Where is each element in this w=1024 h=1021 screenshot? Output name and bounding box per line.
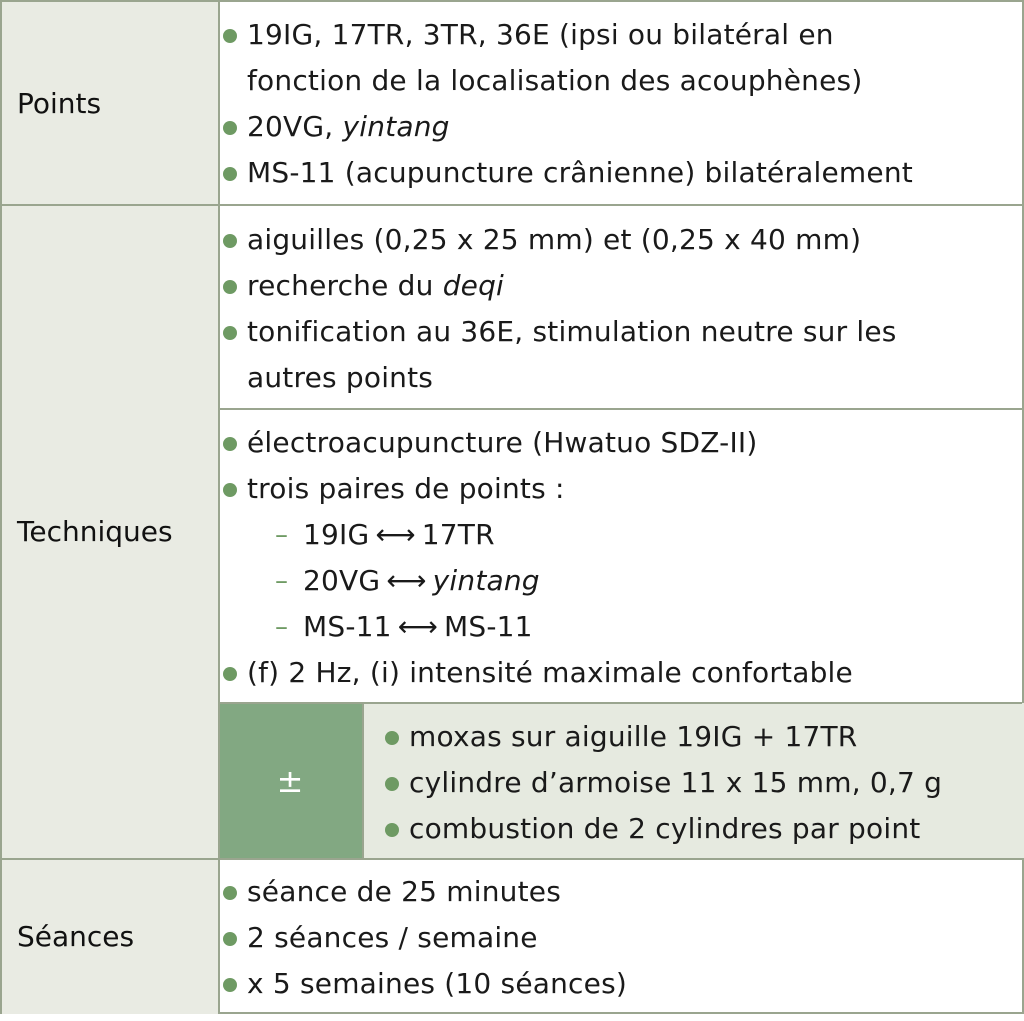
row-label-points xyxy=(2,2,218,204)
row-divider xyxy=(2,858,1022,860)
bullet-icon xyxy=(223,234,237,248)
bullet-icon xyxy=(385,731,399,745)
double-arrow-icon: ⟷ xyxy=(397,610,439,643)
list-item: 20VG, yintang xyxy=(220,104,1020,150)
column-divider xyxy=(218,2,220,1014)
techniques-label: Techniques xyxy=(17,514,173,548)
list-item: (f) 2 Hz, (i) intensité maximale confortable xyxy=(220,650,1020,696)
list-item: 19IG, 17TR, 3TR, 36E (ipsi ou bilatéral en fonction de la localisation des acouphènes) xyxy=(220,12,1020,104)
double-arrow-icon: ⟷ xyxy=(386,564,427,597)
list-item: aiguilles (0,25 x 25 mm) et (0,25 x 40 mm) xyxy=(220,217,1020,263)
electro-content xyxy=(220,420,1020,696)
point-pair: – 19IG ⟷ 17TR xyxy=(220,512,1020,558)
list-item: moxas sur aiguille 19IG + 17TR xyxy=(382,714,1024,760)
bullet-icon xyxy=(223,886,237,900)
bullet-icon xyxy=(223,483,237,497)
list-item: tonification au 36E, stimulation neutre sur les autres points xyxy=(220,309,1020,401)
bullet-icon xyxy=(385,777,399,791)
plus-minus-icon: ± xyxy=(276,761,304,800)
point-pair: – 20VG ⟷ yintang xyxy=(220,558,1020,604)
list-item: cylindre d’armoise 11 x 15 mm, 0,7 g xyxy=(382,760,1024,806)
list-item: séance de 25 minutes xyxy=(220,869,1020,915)
bullet-icon xyxy=(385,823,399,837)
row-label-techniques xyxy=(2,204,218,858)
row-label-seances xyxy=(2,858,218,1014)
dash-icon: – xyxy=(275,612,289,642)
list-item: 2 séances / semaine xyxy=(220,915,1020,961)
double-arrow-icon: ⟷ xyxy=(375,518,416,551)
row-divider xyxy=(2,204,1022,206)
list-item: x 5 semaines (10 séances) xyxy=(220,961,1020,1007)
bullet-icon xyxy=(223,667,237,681)
list-item: trois paires de points : xyxy=(220,466,1020,512)
seances-content xyxy=(220,869,1020,1007)
bullet-icon xyxy=(223,29,237,43)
bullet-icon xyxy=(223,167,237,181)
column-divider xyxy=(362,702,364,858)
dash-icon: – xyxy=(275,566,289,596)
needles-content xyxy=(220,217,1020,401)
bullet-icon xyxy=(223,326,237,340)
row-divider xyxy=(218,408,1022,410)
moxa-content xyxy=(364,703,1024,858)
row-divider xyxy=(218,702,1022,704)
bullet-icon xyxy=(223,978,237,992)
points-label: Points xyxy=(17,86,102,120)
list-item: MS-11 (acupuncture crânienne) bilatéralement xyxy=(220,150,1020,196)
point-pair: – MS-11 ⟷ MS-11 xyxy=(220,604,1020,650)
bullet-icon xyxy=(223,932,237,946)
seances-label: Séances xyxy=(17,919,135,953)
list-item: électroacupuncture (Hwatuo SDZ-II) xyxy=(220,420,1020,466)
bullet-icon xyxy=(223,280,237,294)
points-content xyxy=(220,12,1020,196)
plus-minus-cell xyxy=(218,703,362,858)
list-item: combustion de 2 cylindres par point xyxy=(382,806,1024,852)
bullet-icon xyxy=(223,121,237,135)
bullet-icon xyxy=(223,437,237,451)
dash-icon: – xyxy=(275,520,289,550)
list-item: recherche du deqi xyxy=(220,263,1020,309)
